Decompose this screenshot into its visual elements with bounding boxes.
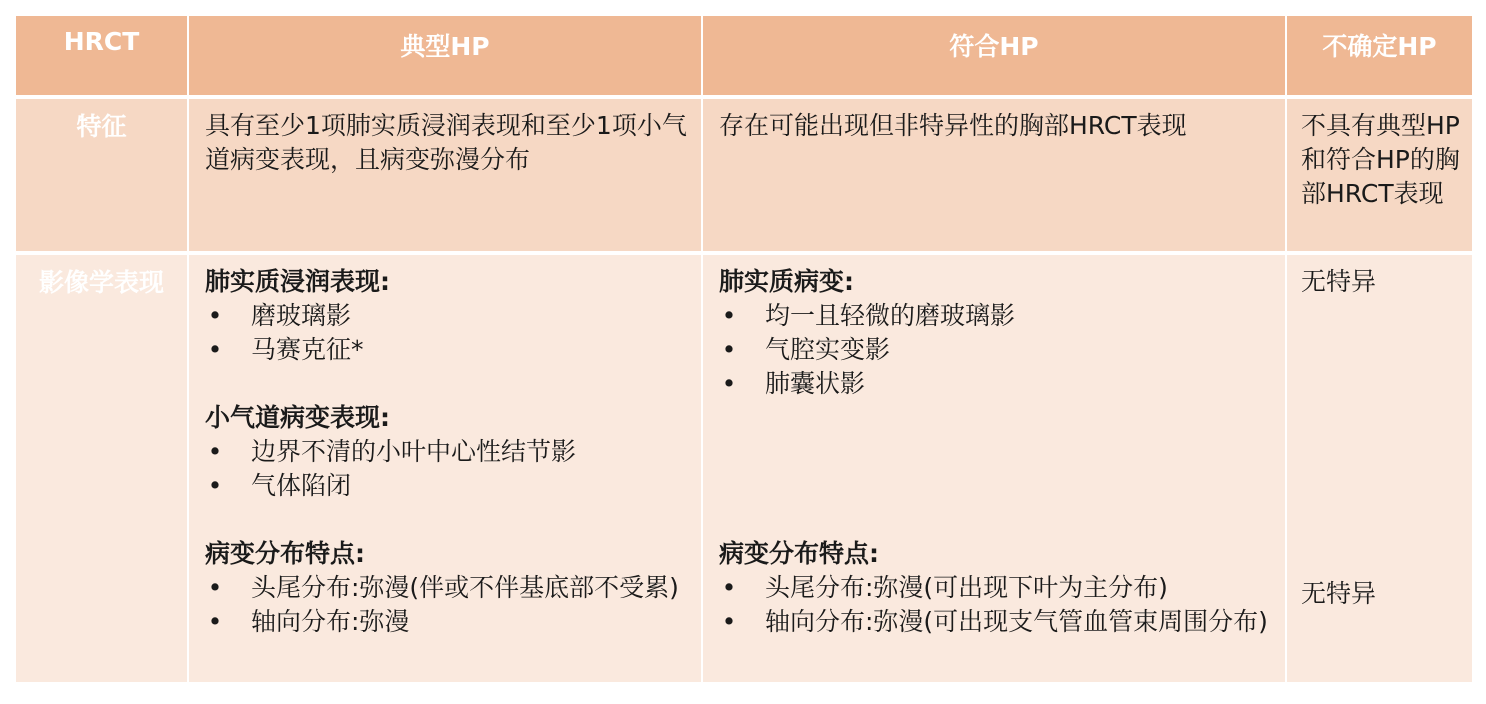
bullet-icon: •	[207, 437, 223, 466]
cell-features-typical: 具有至少1项肺实质浸润表现和至少1项小气道病变表现，且病变弥漫分布	[189, 99, 701, 251]
section-title: 病变分布特点:	[719, 539, 879, 568]
section-title: 肺实质病变:	[719, 267, 854, 296]
list-item-text: 马赛克征*	[251, 335, 364, 364]
bullet-icon: •	[207, 335, 223, 364]
cell-imaging-compatible	[703, 255, 1285, 682]
indeterminate-value: 无特异	[1301, 267, 1377, 296]
header-typical-hp: 典型HP	[189, 16, 701, 95]
list-item-text: 磨玻璃影	[251, 301, 352, 330]
section-distribution	[719, 537, 1273, 639]
bullet-icon: •	[721, 369, 737, 398]
list-item	[205, 469, 689, 503]
bullet-icon: •	[721, 607, 737, 636]
list-item-text: 均一且轻微的磨玻璃影	[765, 301, 1016, 330]
list-item-text: 轴向分布:弥漫	[251, 607, 410, 636]
cell-imaging-indeterminate	[1287, 255, 1472, 682]
list-item-text: 气腔实变影	[765, 335, 891, 364]
header-compatible-hp: 符合HP	[703, 16, 1285, 95]
list-item	[205, 435, 689, 469]
section-title: 肺实质浸润表现:	[205, 267, 390, 296]
list-item	[719, 299, 1273, 333]
bullet-list	[719, 571, 1273, 639]
list-item-text: 肺囊状影	[765, 369, 866, 398]
cell-imaging-typical	[189, 255, 701, 682]
bullet-icon: •	[721, 573, 737, 602]
list-item-text: 轴向分布:弥漫(可出现支气管血管束周围分布)	[765, 607, 1268, 636]
bullet-icon: •	[721, 335, 737, 364]
header-hrct: HRCT	[16, 16, 187, 95]
bullet-icon: •	[207, 471, 223, 500]
bullet-icon: •	[207, 607, 223, 636]
header-indeterminate-hp: 不确定HP	[1287, 16, 1472, 95]
section-title: 小气道病变表现:	[205, 403, 390, 432]
section-parenchymal-infiltration	[205, 265, 689, 367]
bullet-list	[719, 299, 1273, 401]
cell-features-indeterminate: 不具有典型HP和符合HP的胸部HRCT表现	[1287, 99, 1472, 251]
hp-hrct-table	[16, 16, 1472, 686]
bullet-list	[205, 299, 689, 367]
list-item	[205, 333, 689, 367]
row-label-features: 特征	[16, 99, 187, 251]
list-item-text: 头尾分布:弥漫(伴或不伴基底部不受累)	[251, 573, 679, 602]
bullet-list	[205, 435, 689, 503]
list-item	[719, 571, 1273, 605]
list-item-text: 头尾分布:弥漫(可出现下叶为主分布)	[765, 573, 1168, 602]
section-distribution	[205, 537, 689, 639]
list-item-text: 边界不清的小叶中心性结节影	[251, 437, 577, 466]
list-item	[719, 333, 1273, 367]
cell-features-compatible: 存在可能出现但非特异性的胸部HRCT表现	[703, 99, 1285, 251]
bullet-icon: •	[721, 301, 737, 330]
list-item	[719, 605, 1273, 639]
row-label-imaging: 影像学表现	[16, 255, 187, 682]
section-parenchymal-lesion	[719, 265, 1273, 401]
section-small-airway	[205, 401, 689, 503]
list-item-text: 气体陷闭	[251, 471, 352, 500]
list-item	[205, 299, 689, 333]
bullet-icon: •	[207, 301, 223, 330]
bullet-icon: •	[207, 573, 223, 602]
list-item	[719, 367, 1273, 401]
indeterminate-value: 无特异	[1301, 579, 1377, 608]
section-title: 病变分布特点:	[205, 539, 365, 568]
list-item	[205, 571, 689, 605]
list-item	[205, 605, 689, 639]
bullet-list	[205, 571, 689, 639]
